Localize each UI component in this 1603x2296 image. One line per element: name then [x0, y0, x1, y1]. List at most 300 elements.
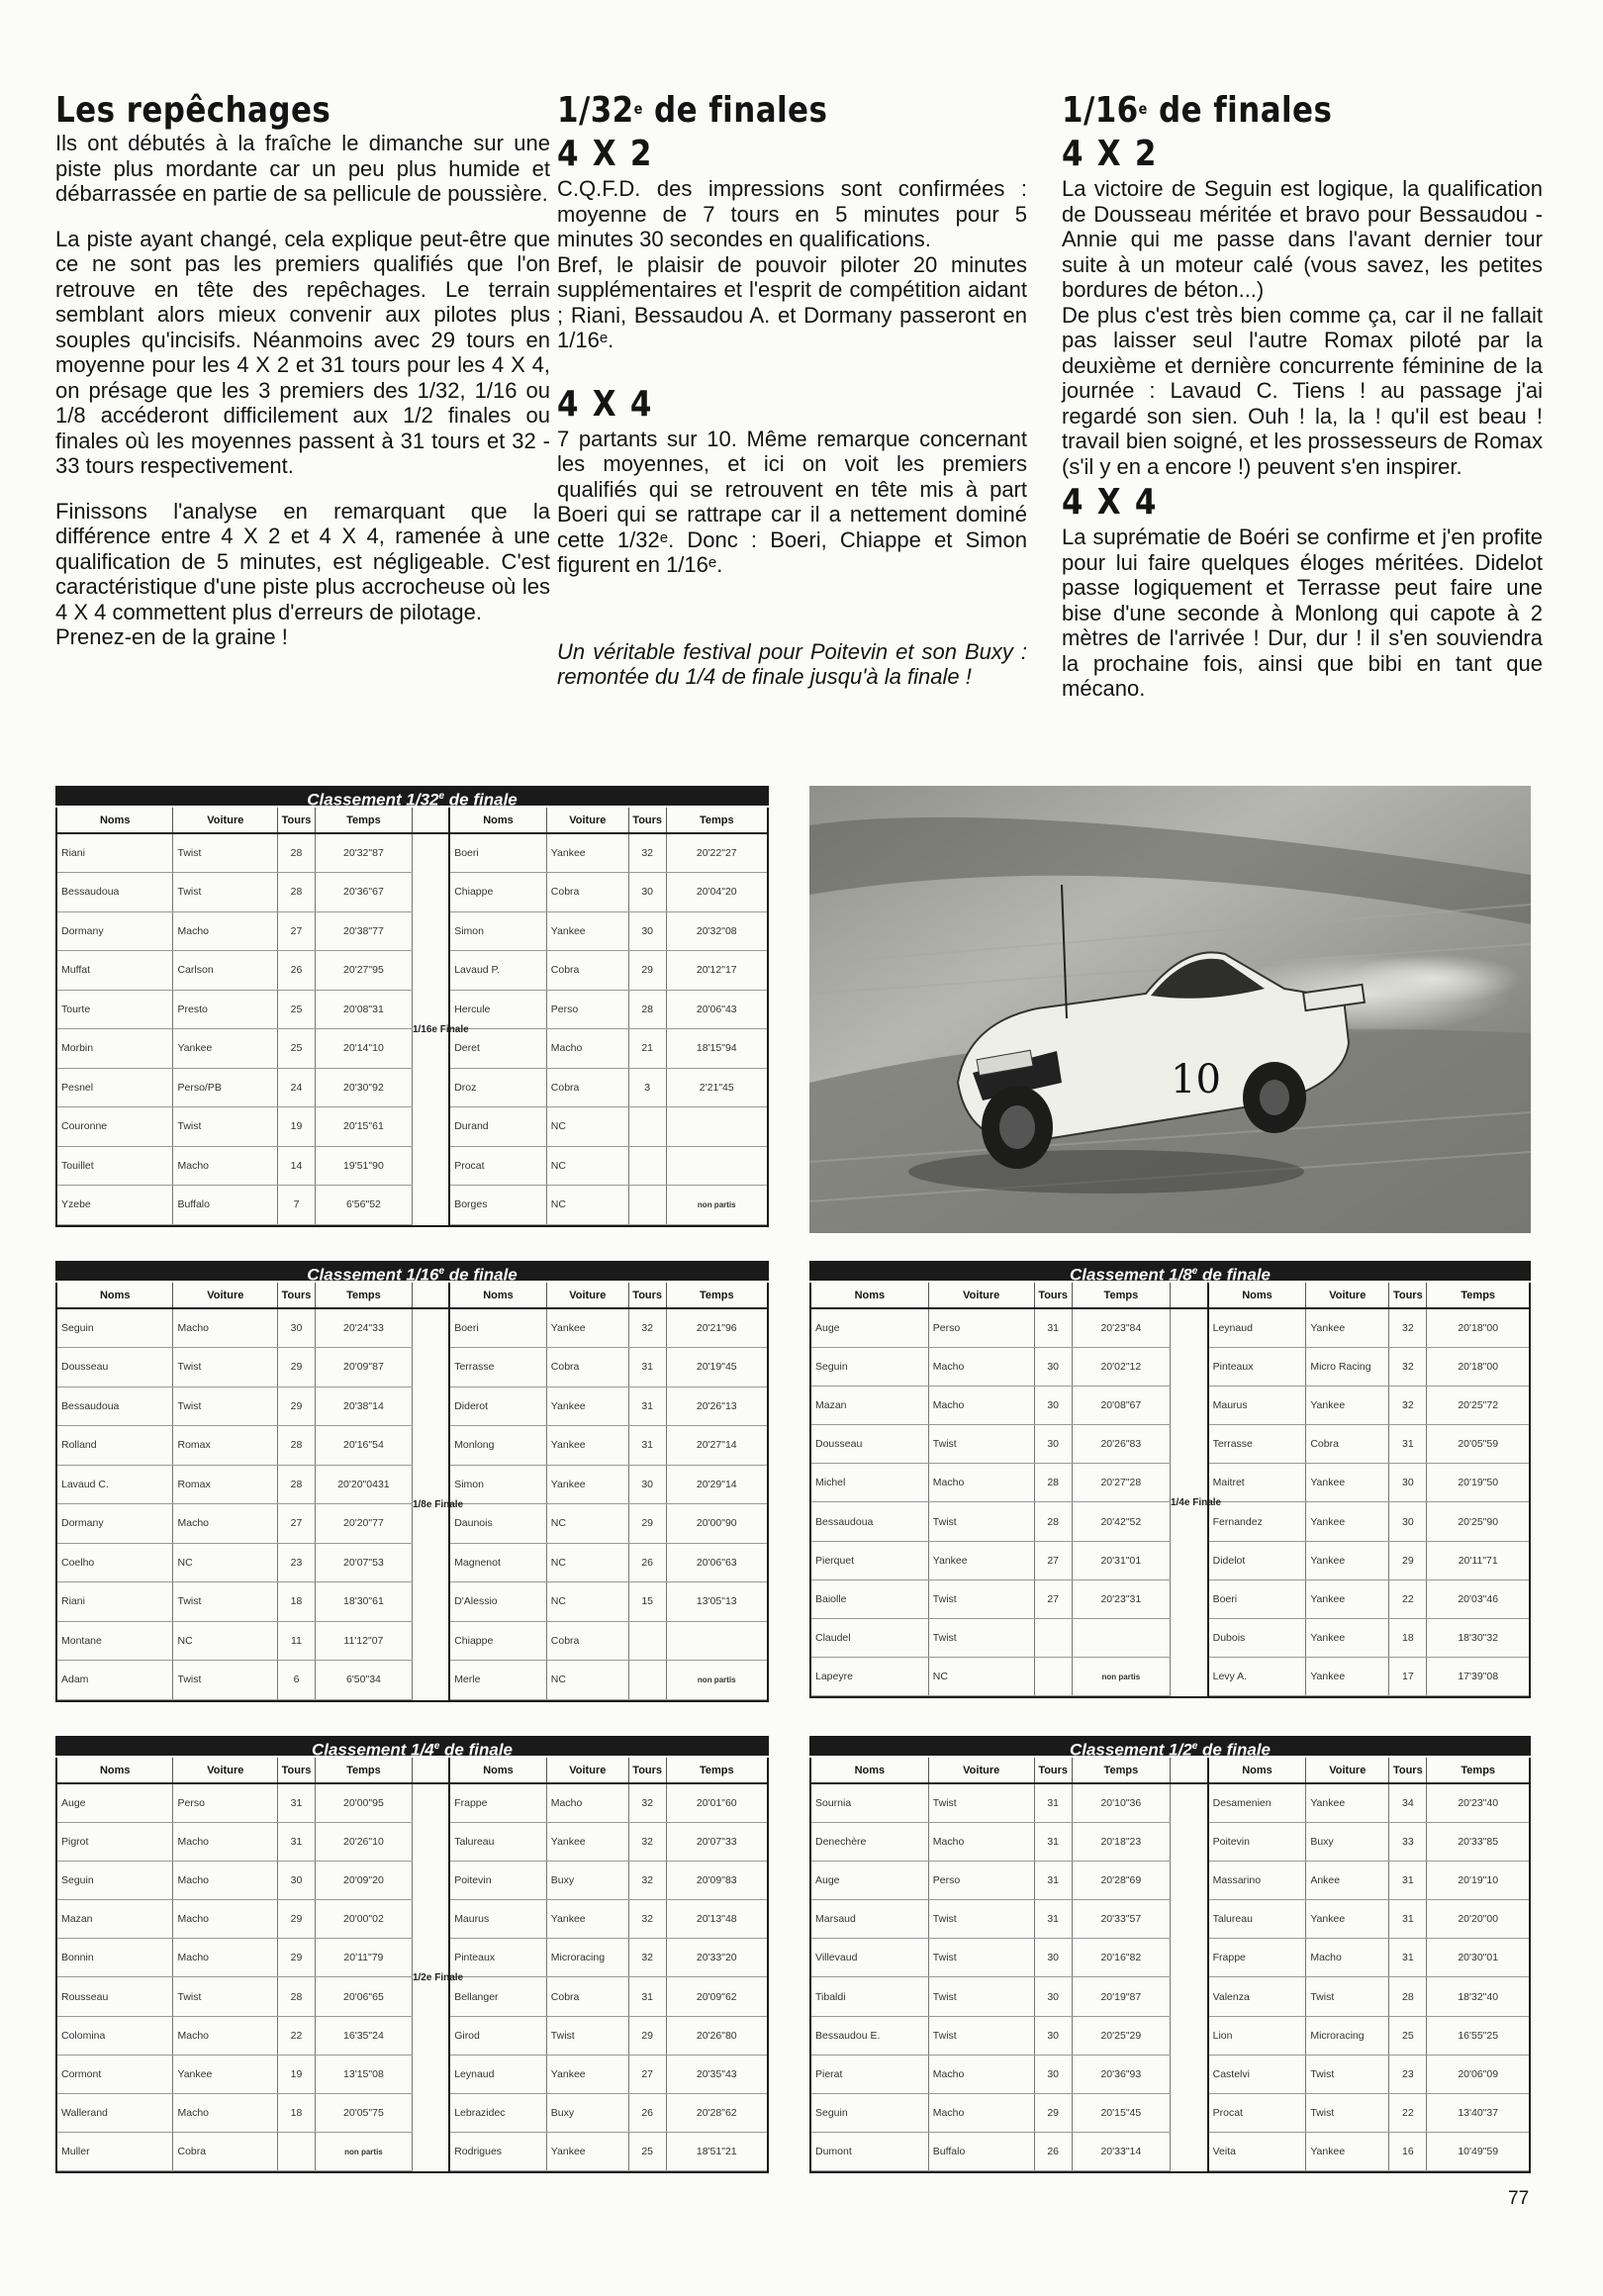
cell-temps: 20'19"50: [1427, 1464, 1529, 1502]
column-header: Noms: [449, 1283, 546, 1308]
cell-name: Girod: [449, 2016, 546, 2055]
cell-temps: 20'11"79: [315, 1939, 412, 1977]
cell-temps: 20'32"08: [666, 911, 767, 951]
subheading-4x4: 4 X 4: [1062, 482, 1159, 523]
cell-car: Yankee: [1306, 1579, 1389, 1618]
cell-temps: 20'18"00: [1427, 1347, 1529, 1386]
cell-temps: 20'09"20: [315, 1861, 412, 1899]
cell-name: Massarino: [1208, 1861, 1306, 1899]
cell-car: Macho: [173, 1861, 278, 1899]
column-header: Noms: [57, 1758, 173, 1783]
cell-car: Yankee: [1306, 2133, 1389, 2171]
column-header: Voiture: [928, 1283, 1034, 1308]
cell-car: Buxy: [1306, 1822, 1389, 1861]
cell-name: Talureau: [1208, 1900, 1306, 1939]
cell-name: Simon: [449, 1465, 546, 1504]
section-title: Les repêchages: [55, 90, 331, 131]
cell-tours: 32: [1389, 1308, 1427, 1347]
cell-tours: 19: [278, 2055, 316, 2093]
cell-car: Twist: [928, 1977, 1034, 2016]
cell-car: Microracing: [546, 1939, 628, 1977]
cell-car: Cobra: [546, 1621, 628, 1661]
cell-temps: 20'33"85: [1427, 1822, 1529, 1861]
cell-car: Perso: [928, 1861, 1034, 1899]
cell-tours: 31: [628, 1426, 666, 1466]
cell-name: Seguin: [57, 1861, 173, 1899]
cell-car: NC: [546, 1146, 628, 1186]
column-header: Temps: [1427, 1758, 1529, 1783]
cell-non-partis: non partis: [666, 1661, 767, 1700]
cell-car: Yankee: [1306, 1386, 1389, 1424]
cell-name: Sournia: [811, 1783, 928, 1822]
column-header: Voiture: [546, 1758, 628, 1783]
cell-car: Macho: [928, 1464, 1034, 1502]
cell-tours: 32: [628, 1308, 666, 1348]
cell-temps: 20'00"02: [315, 1900, 412, 1939]
cell-temps: 20'24"33: [315, 1308, 412, 1348]
cell-tours: 30: [628, 873, 666, 912]
cell-temps: 20'27"28: [1072, 1464, 1170, 1502]
cell-name: Seguin: [57, 1308, 173, 1348]
cell-tours: 31: [1034, 1900, 1072, 1939]
cell-car: Carlson: [173, 951, 278, 991]
cell-temps: 20'09"87: [315, 1348, 412, 1387]
cell-tours: 25: [278, 1029, 316, 1069]
cell-tours: 31: [1389, 1425, 1427, 1464]
cell-tours: 32: [628, 1939, 666, 1977]
cell-tours: 30: [1034, 1977, 1072, 2016]
paragraph: Finissons l'analyse en remarquant que la différence entre 4 X 2 et 4 X 4, ramenée à une qualification de 5 minutes, est négligeable. C'est caractéristique d'une piste plus accrocheuse où les 4 X 4 commettent plus d'erreurs de pilotage.: [55, 498, 550, 624]
cell-tours: [628, 1661, 666, 1700]
car-number: 10: [1171, 1057, 1221, 1102]
cell-temps: 20'27"14: [666, 1426, 767, 1466]
cell-temps: 20'21"96: [666, 1308, 767, 1348]
paragraph: De plus c'est très bien comme ça, car il ne fallait pas laisser seul l'autre Romax piloté par la deuxième et dernière concurrente féminine de la journée : Lavaud C. Tiens ! au passage j'ai regardé son sien. Ouh ! la, la ! qu'il est beau ! travail bien soigné, et les prossesseurs de Romax (s'il y en a encore !) peuvent s'en inspirer.: [1062, 302, 1543, 479]
cell-tours: 31: [1389, 1939, 1427, 1977]
cell-name: Deret: [449, 1029, 546, 1069]
column-header: Temps: [666, 808, 767, 833]
cell-car: Yankee: [1306, 1308, 1389, 1347]
page-number: 77: [1508, 2188, 1530, 2209]
cell-tours: 15: [628, 1582, 666, 1622]
cell-name: Boeri: [449, 833, 546, 873]
cell-tours: 32: [628, 1861, 666, 1899]
cell-temps: 16'55"25: [1427, 2016, 1529, 2055]
cell-name: Riani: [57, 833, 173, 873]
paragraph: La piste ayant changé, cela explique peut-être que ce ne sont pas les premiers qualifiés que l'on retrouve en tête des repêchages. Le terrain semblant alors mieux convenir aux pilotes plus souples qu'incisifs. Néanmoins avec 29 tours en moyenne pour les 4 X 2 et 31 tours pour les 4 X 4, on présage que les 3 premiers des 1/32, 1/16 ou 1/8 accéderont difficilement aux 1/2 finales ou finales où les moyennes passent à 31 tours et 32 - 33 tours respectivement.: [55, 226, 550, 478]
cell-temps: 20'12"17: [666, 951, 767, 991]
cell-name: Terrasse: [1208, 1425, 1306, 1464]
cell-car: Twist: [173, 1107, 278, 1147]
column-header: Tours: [1034, 1283, 1072, 1308]
cell-tours: 32: [628, 1783, 666, 1822]
cell-car: Perso: [928, 1308, 1034, 1347]
cell-tours: 28: [278, 833, 316, 873]
cell-name: Veita: [1208, 2133, 1306, 2171]
cell-tours: 30: [1034, 1939, 1072, 1977]
cell-temps: 20'25"90: [1427, 1502, 1529, 1541]
cell-temps: 20'30"92: [315, 1068, 412, 1107]
cell-car: NC: [546, 1661, 628, 1700]
cell-name: Bessaudoua: [811, 1502, 928, 1541]
column-header: Temps: [1072, 1758, 1170, 1783]
cell-name: Lion: [1208, 2016, 1306, 2055]
cell-name: Pierquet: [811, 1541, 928, 1579]
cell-tours: 29: [278, 1939, 316, 1977]
cell-name: Coelho: [57, 1543, 173, 1582]
column-header: Tours: [1389, 1283, 1427, 1308]
cell-tours: [628, 1107, 666, 1147]
cell-car: Yankee: [1306, 1502, 1389, 1541]
column-header: Voiture: [546, 808, 628, 833]
cell-name: Levy A.: [1208, 1658, 1306, 1696]
cell-car: Yankee: [546, 1822, 628, 1861]
cell-car: Twist: [928, 1939, 1034, 1977]
table-row: [57, 1783, 767, 1822]
column-header: Noms: [449, 1758, 546, 1783]
cell-tours: [628, 1621, 666, 1661]
cell-name: D'Alessio: [449, 1582, 546, 1622]
cell-temps: 20'23"31: [1072, 1579, 1170, 1618]
cell-name: Magnenot: [449, 1543, 546, 1582]
cell-car: NC: [173, 1621, 278, 1661]
column-header: Tours: [628, 1283, 666, 1308]
cell-temps: 20'06"65: [315, 1977, 412, 2016]
cell-car: Twist: [1306, 1977, 1389, 2016]
cell-tours: 18: [278, 1582, 316, 1622]
cell-tours: [278, 2133, 316, 2171]
cell-temps: 13'40"37: [1427, 2094, 1529, 2133]
cell-name: Pigrot: [57, 1822, 173, 1861]
cell-name: Boeri: [449, 1308, 546, 1348]
cell-tours: 21: [628, 1029, 666, 1069]
cell-temps: 19'51"90: [315, 1146, 412, 1186]
cell-car: Romax: [173, 1426, 278, 1466]
cell-tours: 26: [278, 951, 316, 991]
cell-car: Buxy: [546, 2094, 628, 2133]
cell-tours: 31: [278, 1783, 316, 1822]
next-round-label: 1/8e Finale: [412, 1308, 449, 1699]
cell-car: Yankee: [173, 1029, 278, 1069]
cell-name: Poitevin: [449, 1861, 546, 1899]
cell-name: Procat: [449, 1146, 546, 1186]
cell-car: Twist: [928, 1900, 1034, 1939]
cell-tours: 28: [278, 873, 316, 912]
cell-temps: 20'15"45: [1072, 2094, 1170, 2133]
cell-tours: 25: [278, 990, 316, 1029]
cell-name: Pinteaux: [1208, 1347, 1306, 1386]
cell-car: Yankee: [1306, 1900, 1389, 1939]
cell-name: Baiolle: [811, 1579, 928, 1618]
cell-temps: 20'28"62: [666, 2094, 767, 2133]
cell-tours: 30: [1034, 1386, 1072, 1424]
cell-name: Auge: [811, 1308, 928, 1347]
cell-tours: 26: [628, 2094, 666, 2133]
cell-car: Macho: [173, 1146, 278, 1186]
cell-car: Yankee: [928, 1541, 1034, 1579]
cell-car: NC: [546, 1504, 628, 1544]
cell-car: Yankee: [546, 1387, 628, 1426]
cell-tours: 23: [278, 1543, 316, 1582]
cell-car: Yankee: [546, 2055, 628, 2093]
cell-temps: 20'20"00: [1427, 1900, 1529, 1939]
cell-temps: 20'06"63: [666, 1543, 767, 1582]
cell-name: Tibaldi: [811, 1977, 928, 2016]
cell-car: Cobra: [1306, 1425, 1389, 1464]
cell-temps: 20'27"95: [315, 951, 412, 991]
cell-tours: 29: [1389, 1541, 1427, 1579]
column-header: Noms: [811, 1758, 928, 1783]
next-round-label: 1/2e Finale: [412, 1783, 449, 2171]
cell-temps: 20'09"83: [666, 1861, 767, 1899]
cell-name: Maurus: [449, 1900, 546, 1939]
table-title: Classement 1/4e de finale: [55, 1736, 769, 1758]
next-round-label: 1/16e Finale: [412, 833, 449, 1224]
cell-car: Yankee: [546, 1308, 628, 1348]
cell-tours: 29: [1034, 2094, 1072, 2133]
cell-tours: 33: [1389, 1822, 1427, 1861]
column-header: Noms: [1208, 1758, 1306, 1783]
column-header: Tours: [628, 1758, 666, 1783]
cell-temps: 20'14"10: [315, 1029, 412, 1069]
cell-car: Macho: [173, 1900, 278, 1939]
cell-temps: 20'23"84: [1072, 1308, 1170, 1347]
cell-name: Leynaud: [1208, 1308, 1306, 1347]
table-row: [57, 1308, 767, 1348]
cell-tours: 25: [628, 2133, 666, 2171]
section-title: 1/16e de finales: [1062, 90, 1333, 131]
cell-tours: 30: [628, 1465, 666, 1504]
cell-temps: 20'33"14: [1072, 2133, 1170, 2171]
cell-tours: 19: [278, 1107, 316, 1147]
cell-car: Twist: [928, 1502, 1034, 1541]
cell-name: Cormont: [57, 2055, 173, 2093]
cell-temps: 20'20"77: [315, 1504, 412, 1544]
column-header: Voiture: [173, 808, 278, 833]
cell-car: Cobra: [546, 1977, 628, 2016]
cell-car: Twist: [928, 2016, 1034, 2055]
cell-car: Micro Racing: [1306, 1347, 1389, 1386]
cell-temps: 20'02"12: [1072, 1347, 1170, 1386]
column-header: Temps: [666, 1758, 767, 1783]
cell-tours: 31: [1389, 1900, 1427, 1939]
cell-car: Twist: [1306, 2094, 1389, 2133]
cell-car: Yankee: [546, 833, 628, 873]
cell-tours: 30: [1389, 1464, 1427, 1502]
cell-tours: [1034, 1658, 1072, 1696]
column-header: Tours: [278, 808, 316, 833]
cell-temps: 20'33"57: [1072, 1900, 1170, 1939]
cell-name: Michel: [811, 1464, 928, 1502]
column-header: [412, 1283, 449, 1308]
cell-car: Buxy: [546, 1861, 628, 1899]
cell-name: Adam: [57, 1661, 173, 1700]
cell-car: Yankee: [1306, 1619, 1389, 1658]
cell-car: Macho: [173, 2094, 278, 2133]
cell-temps: 20'33"20: [666, 1939, 767, 1977]
cell-name: Dousseau: [811, 1425, 928, 1464]
paragraph: La victoire de Seguin est logique, la qualification de Dousseau méritée et bravo pour Bessaudou - Annie qui me passe dans l'avant dernier tour suite à un moteur calé (vous savez, les petites bordures de béton...): [1062, 176, 1543, 302]
cell-car: Yankee: [1306, 1464, 1389, 1502]
cell-car: Macho: [1306, 1939, 1389, 1977]
table-title: Classement 1/8e de finale: [809, 1261, 1531, 1283]
cell-name: Monlong: [449, 1426, 546, 1466]
cell-tours: 32: [628, 1822, 666, 1861]
cell-name: Bonnin: [57, 1939, 173, 1977]
cell-temps: 20'29"14: [666, 1465, 767, 1504]
cell-name: Dousseau: [57, 1348, 173, 1387]
cell-car: NC: [546, 1186, 628, 1225]
cell-tours: 27: [278, 911, 316, 951]
cell-car: Yankee: [1306, 1541, 1389, 1579]
cell-name: Mazan: [57, 1900, 173, 1939]
cell-tours: 30: [278, 1861, 316, 1899]
cell-temps: 2'21"45: [666, 1068, 767, 1107]
cell-name: Lapeyre: [811, 1658, 928, 1696]
cell-name: Yzebe: [57, 1186, 173, 1225]
cell-car: NC: [928, 1658, 1034, 1696]
cell-name: Denechère: [811, 1822, 928, 1861]
next-round-label: 1/4e Finale: [1170, 1308, 1207, 1696]
cell-temps: 20'11"71: [1427, 1541, 1529, 1579]
cell-tours: 24: [278, 1068, 316, 1107]
cell-tours: 27: [278, 1504, 316, 1544]
cell-car: Macho: [928, 2094, 1034, 2133]
cell-name: Rodrigues: [449, 2133, 546, 2171]
cell-tours: 30: [1389, 1502, 1427, 1541]
column-header: Temps: [315, 1758, 412, 1783]
cell-name: Mazan: [811, 1386, 928, 1424]
cell-car: Buffalo: [928, 2133, 1034, 2171]
cell-car: Macho: [928, 2055, 1034, 2093]
cell-name: Tourte: [57, 990, 173, 1029]
cell-name: Borges: [449, 1186, 546, 1225]
cell-temps: 20'01"60: [666, 1783, 767, 1822]
cell-temps: 20'18"23: [1072, 1822, 1170, 1861]
cell-car: Twist: [1306, 2055, 1389, 2093]
cell-name: Procat: [1208, 2094, 1306, 2133]
cell-name: Seguin: [811, 2094, 928, 2133]
cell-temps: 20'08"67: [1072, 1386, 1170, 1424]
cell-temps: 20'19"10: [1427, 1861, 1529, 1899]
cell-car: Macho: [928, 1822, 1034, 1861]
cell-temps: 16'35"24: [315, 2016, 412, 2055]
cell-name: Dumont: [811, 2133, 928, 2171]
cell-car: Twist: [173, 1387, 278, 1426]
cell-tours: 27: [1034, 1541, 1072, 1579]
cell-tours: 30: [278, 1308, 316, 1348]
column-16e-finales: [1062, 91, 1543, 702]
cell-car: Perso: [173, 1783, 278, 1822]
cell-name: Simon: [449, 911, 546, 951]
cell-temps: 20'06"09: [1427, 2055, 1529, 2093]
cell-temps: 11'12"07: [315, 1621, 412, 1661]
cell-temps: 17'39"08: [1427, 1658, 1529, 1696]
cell-tours: 29: [628, 951, 666, 991]
cell-name: Pierat: [811, 2055, 928, 2093]
cell-car: Cobra: [546, 873, 628, 912]
cell-name: Maurus: [1208, 1386, 1306, 1424]
cell-tours: 31: [628, 1977, 666, 2016]
cell-temps: 20'25"29: [1072, 2016, 1170, 2055]
cell-tours: 32: [1389, 1386, 1427, 1424]
cell-car: NC: [546, 1582, 628, 1622]
cell-tours: 26: [1034, 2133, 1072, 2171]
cell-name: Touillet: [57, 1146, 173, 1186]
cell-temps: 20'26"80: [666, 2016, 767, 2055]
cell-car: Macho: [546, 1029, 628, 1069]
cell-car: Cobra: [546, 951, 628, 991]
cell-car: Twist: [546, 2016, 628, 2055]
cell-temps: 18'30"32: [1427, 1619, 1529, 1658]
cell-name: Poitevin: [1208, 1822, 1306, 1861]
cell-tours: 29: [278, 1900, 316, 1939]
column-header: Noms: [1208, 1283, 1306, 1308]
table-title: Classement 1/2e de finale: [809, 1736, 1531, 1758]
cell-name: Bessaudoua: [57, 1387, 173, 1426]
cell-temps: 20'42"52: [1072, 1502, 1170, 1541]
cell-temps: 20'38"14: [315, 1387, 412, 1426]
column-header: Temps: [315, 808, 412, 833]
cell-temps: 20'31"01: [1072, 1541, 1170, 1579]
cell-temps: 20'04"20: [666, 873, 767, 912]
cell-temps: 20'05"75: [315, 2094, 412, 2133]
cell-car: Yankee: [546, 1426, 628, 1466]
cell-name: Bellanger: [449, 1977, 546, 2016]
cell-tours: 31: [1034, 1861, 1072, 1899]
cell-name: Chiappe: [449, 1621, 546, 1661]
cell-non-partis: [666, 1621, 767, 1661]
column-header: [1170, 1758, 1207, 1783]
cell-non-partis: non partis: [1072, 1658, 1170, 1696]
cell-tours: [628, 1146, 666, 1186]
race-car-illustration: [809, 786, 1531, 1233]
cell-car: Presto: [173, 990, 278, 1029]
cell-temps: 6'50"34: [315, 1661, 412, 1700]
cell-temps: 20'32"87: [315, 833, 412, 873]
cell-name: Lavaud C.: [57, 1465, 173, 1504]
cell-temps: 20'00"95: [315, 1783, 412, 1822]
cell-tours: 18: [278, 2094, 316, 2133]
photo-caption: Un véritable festival pour Poitevin et son Buxy : remontée du 1/4 de finale jusqu'à la finale !: [557, 638, 1027, 689]
cell-name: Merle: [449, 1661, 546, 1700]
cell-temps: 20'09"62: [666, 1977, 767, 2016]
cell-name: Diderot: [449, 1387, 546, 1426]
table-classement-1-16: [55, 1261, 769, 1702]
cell-car: Buffalo: [173, 1186, 278, 1225]
cell-tours: 6: [278, 1661, 316, 1700]
table-row: [811, 1783, 1529, 1822]
cell-tours: 29: [628, 2016, 666, 2055]
cell-car: Twist: [173, 1977, 278, 2016]
cell-name: Bessaudoua: [57, 873, 173, 912]
cell-name: Castelvi: [1208, 2055, 1306, 2093]
paragraph: Bref, le plaisir de pouvoir piloter 20 minutes supplémentaires et l'esprit de compétition aidant ; Riani, Bessaudou A. et Dormany passeront en 1/16e.: [557, 251, 1027, 352]
cell-car: Romax: [173, 1465, 278, 1504]
column-32e-finales: [557, 91, 1027, 690]
cell-tours: [1034, 1619, 1072, 1658]
cell-tours: 28: [1034, 1502, 1072, 1541]
cell-tours: 28: [278, 1977, 316, 2016]
cell-car: Yankee: [173, 2055, 278, 2093]
cell-temps: 20'10"36: [1072, 1783, 1170, 1822]
cell-tours: 27: [628, 2055, 666, 2093]
cell-temps: 20'36"93: [1072, 2055, 1170, 2093]
column-header: Temps: [666, 1283, 767, 1308]
cell-name: Riani: [57, 1582, 173, 1622]
column-header: Temps: [315, 1283, 412, 1308]
cell-temps: 20'26"83: [1072, 1425, 1170, 1464]
